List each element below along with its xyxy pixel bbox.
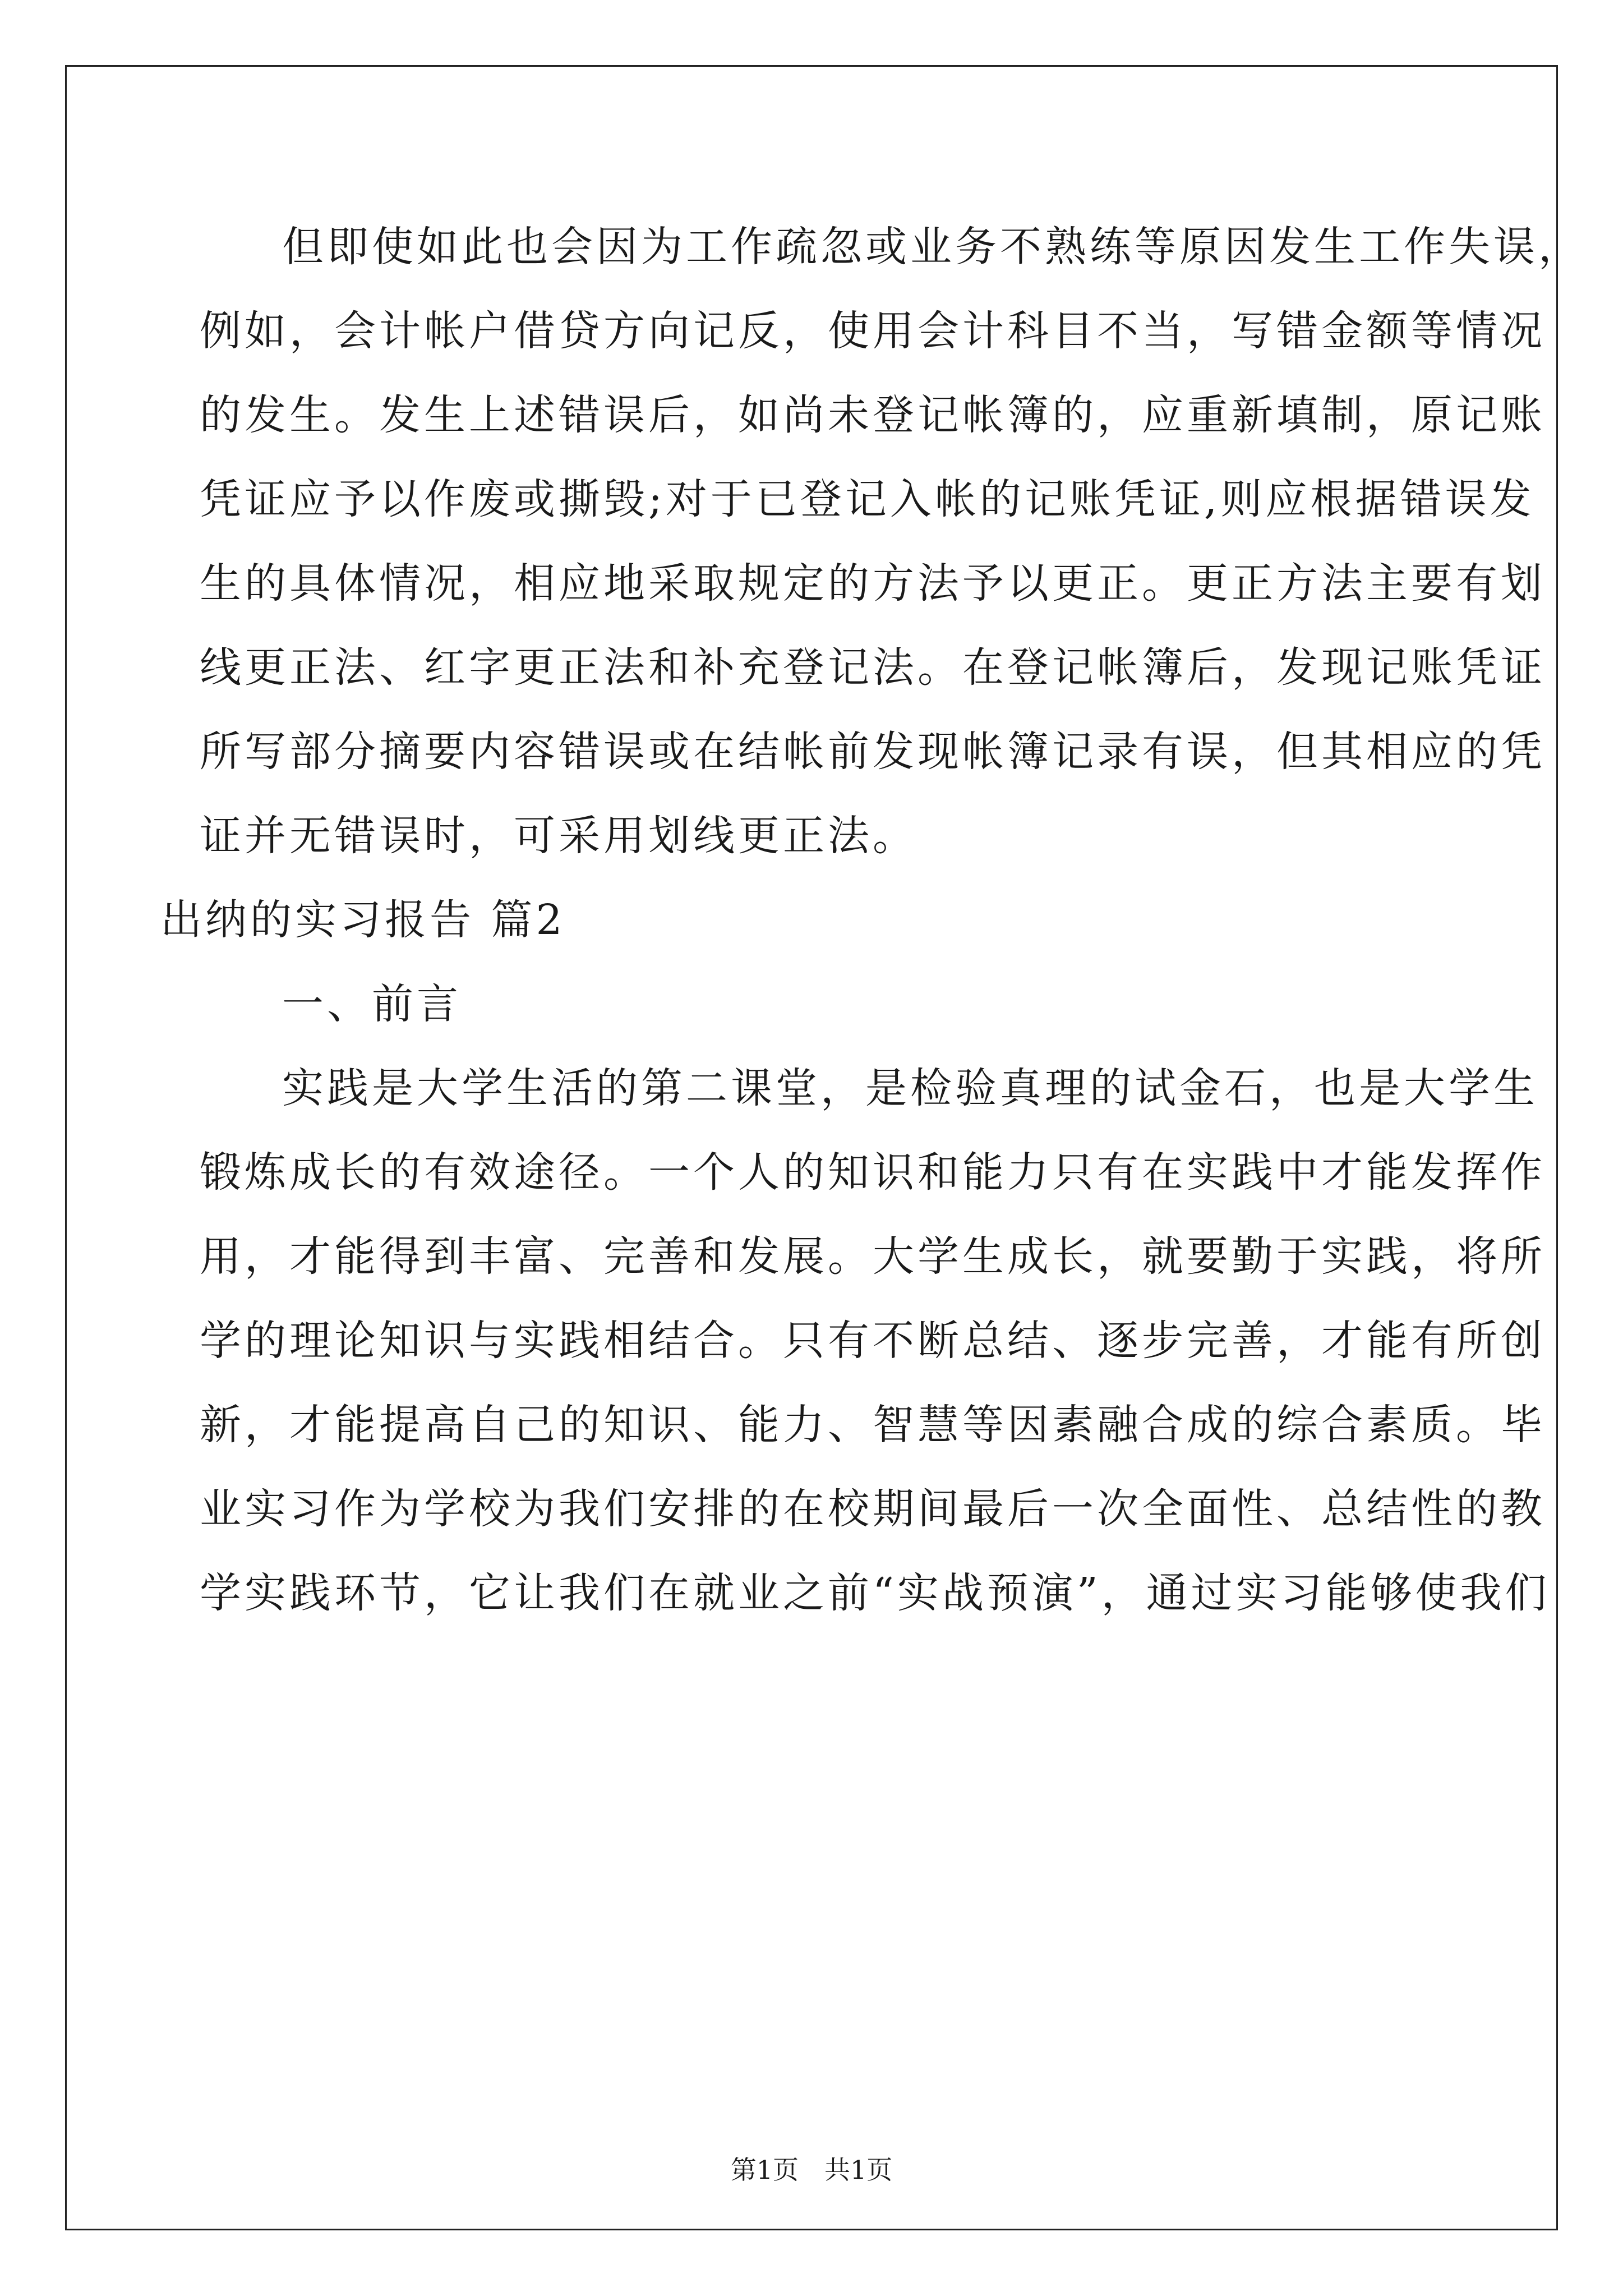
paragraph-line: 证并无错误时，可采用划线更正法。 — [200, 812, 917, 860]
paragraph-line: 实践是大学生活的第二课堂，是检验真理的试金石，也是大学生 — [282, 1064, 1538, 1112]
paragraph-line: 所写部分摘要内容错误或在结帐前发现帐簿记录有误，但其相应的凭 — [200, 728, 1546, 776]
paragraph-line: 业实习作为学校为我们安排的在校期间最后一次全面性、总结性的教 — [200, 1485, 1546, 1533]
paragraph-line: 生的具体情况，相应地采取规定的方法予以更正。更正方法主要有划 — [200, 559, 1546, 608]
section-heading: 出纳的实习报告 篇2 — [160, 896, 566, 944]
paragraph-line: 用，才能得到丰富、完善和发展。大学生成长，就要勤于实践，将所 — [200, 1232, 1546, 1281]
paragraph-line: 新，才能提高自己的知识、能力、智慧等因素融合成的综合素质。毕 — [200, 1401, 1546, 1449]
paragraph-line: 锻炼成长的有效途径。一个人的知识和能力只有在实践中才能发挥作 — [200, 1148, 1546, 1197]
paragraph-line: 凭证应予以作废或撕毁;对于已登记入帐的记账凭证,则应根据错误发 — [200, 475, 1535, 523]
page-footer: 第1页 共1页 — [730, 2155, 893, 2185]
paragraph-line: 例如，会计帐户借贷方向记反，使用会计科目不当，写错金额等情况 — [200, 307, 1546, 355]
paragraph-line: 线更正法、红字更正法和补充登记法。在登记帐簿后，发现记账凭证 — [200, 643, 1546, 692]
paragraph-line: 的发生。发生上述错误后，如尚未登记帐簿的，应重新填制，原记账 — [200, 391, 1546, 439]
paragraph-line: 学的理论知识与实践相结合。只有不断总结、逐步完善，才能有所创 — [200, 1317, 1546, 1365]
paragraph-line: 学实践环节，它让我们在就业之前“实战预演”，通过实习能够使我们 — [200, 1569, 1550, 1617]
paragraph-line: 但即使如此也会因为工作疏忽或业务不熟练等原因发生工作失误， — [282, 223, 1583, 271]
subsection-heading: 一、前言 — [282, 980, 462, 1028]
